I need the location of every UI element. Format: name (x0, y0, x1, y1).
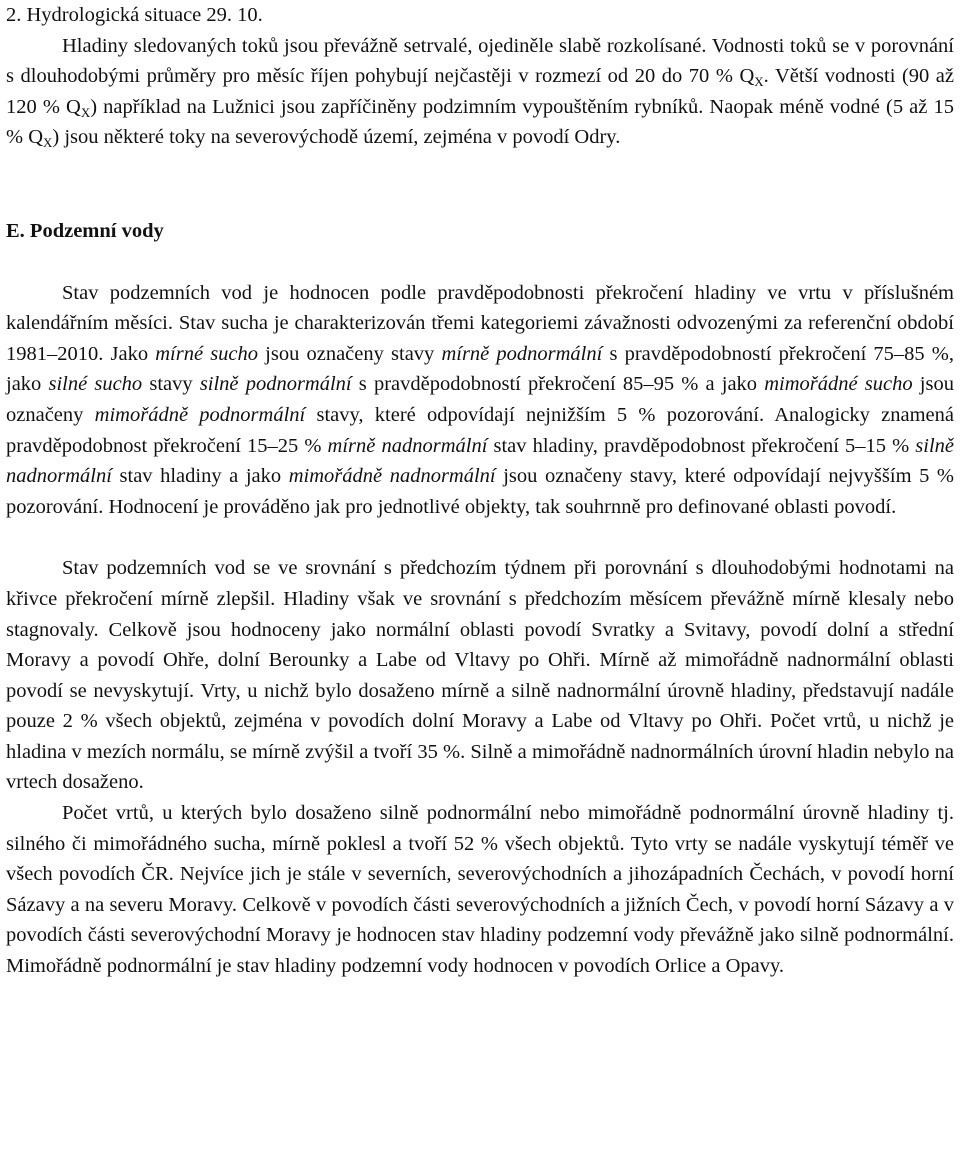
method-text-8: stav hladiny, pravděpodobnost překročení 5–15 % (487, 434, 916, 457)
hydrological-situation-heading: 2. Hydrologická situace 29. 10. (6, 4, 263, 26)
method-text-2: jsou označeny stavy (258, 342, 442, 365)
document-page (6, 0, 954, 982)
hydro-text-4: ) jsou některé toky na severovýchodě území, zejména v povodí Odry. (52, 126, 621, 149)
subscript-x: X (754, 74, 764, 90)
groundwater-drought-paragraph: Počet vrtů, u kterých bylo dosaženo silně podnormální nebo mimořádně podnormální úrovně hladiny tj. silného či mimořádného sucha, mírně poklesl a tvoří 52 % všech objektů. Tyto vrty se nadále vyskytují téměř ve všech povodích ČR. Nejvíce jich je stále v severních, severovýchodních a jihozápadních Čechách, v povodí horní Sázavy a na severu Moravy. Celkově v povodích části severovýchodních a jižních Čech, v povodí horní Sázavy a v povodích části severovýchodní Moravy je hodnocen stav hladiny podzemní vody převážně jako silně podnormální. Mimořádně podnormální je stav hladiny podzemní vody hodnocen v povodích Orlice a Opavy. (6, 802, 954, 978)
section-spacer (6, 522, 954, 553)
hydro-text-1: Hladiny sledovaných toků jsou převážně setrvalé, ojediněle slabě rozkolísané. Vodnosti toků se v porovnání s dlouhodobými průměry pro měsíc říjen pohybují nejčastěji v rozmezí od 20 do 70 % Q (6, 34, 954, 88)
method-text-10: jsou označeny stavy, které odpovídají nejvyšším 5 % pozorování. Hodnocení je prováděno jak pro jednotlivé objekty, tak souhrnně pro definované oblasti povodí. (6, 465, 954, 518)
method-text-3: s pravděpodobností překročení 75–85 %, jako (6, 342, 954, 396)
term-extremely-supernormal: mimořádně nadnormální (288, 465, 496, 488)
section-spacer (6, 247, 954, 278)
term-extremely-subnormal: mimořádně podnormální (94, 403, 306, 426)
method-text-4: stavy (142, 373, 200, 396)
section-spacer (6, 153, 954, 183)
term-severe-drought: silné sucho (48, 373, 143, 396)
method-text-1: Stav podzemních vod je hodnocen podle pravděpodobnosti překročení hladiny ve vrtu v příslušném kalendářním měsíci. Stav sucha je charakterizován třemi kategoriemi závažnosti odvozenými za referenční období 1981–2010. Jako (6, 281, 954, 365)
hydro-text-3: ) například na Lužnici jsou zapříčiněny podzimním vypouštěním rybníků. Naopak méně vodné (5 až 15 % Q (6, 95, 954, 149)
term-mildly-supernormal: mírně nadnormální (327, 434, 488, 457)
term-severely-supernormal: silně nadnormální (6, 434, 954, 488)
method-text-9: stav hladiny a jako (111, 465, 289, 488)
method-text-7: stavy, které odpovídají nejnižším 5 % pozorování. Analogicky znamená pravděpodobnost překročení 15–25 % (6, 403, 954, 457)
subscript-x: X (80, 104, 91, 120)
groundwater-status-paragraph: Stav podzemních vod se ve srovnání s předchozím týdnem při porovnání s dlouhodobými hodnotami na křivce překročení mírně zlepšil. Hladiny však ve srovnání s předchozím měsícem převážně mírně klesaly nebo stagnovaly. Celkově jsou hodnoceny jako normální oblasti povodí Svratky a Svitavy, povodí dolní a střední Moravy a povodí Ohře, dolní Berounky a Labe od Vltavy po Ohři. Mírně až mimořádně nadnormální oblasti povodí se nevyskytují. Vrty, u nichž bylo dosaženo mírně a silně nadnormální úrovně hladiny, představují nadále pouze 2 % všech objektů, zejména v povodích dolní Moravy a Labe od Vltavy po Ohři. Počet vrtů, u nichž je hladina v mezích normálu, se mírně zvýšil a tvoří 35 %. Silně a mimořádně nadnormálních úrovní hladin nebylo na vrtech dosaženo. (6, 557, 954, 794)
groundwater-heading: E. Podzemní vody (6, 219, 164, 242)
method-text-5: s pravděpodobností překročení 85–95 % a jako (351, 373, 765, 396)
hydro-text-2: . Větší vodnosti (90 až 120 % Q (6, 65, 955, 118)
hydrological-situation-paragraph (6, 31, 954, 153)
method-text-6: jsou označeny (6, 373, 954, 426)
term-extreme-drought: mimořádné sucho (764, 373, 913, 396)
section-spacer (6, 183, 954, 216)
subscript-x: X (43, 135, 53, 151)
groundwater-method-paragraph (6, 278, 954, 523)
term-mild-drought: mírné sucho (155, 342, 259, 365)
term-severely-subnormal: silně podnormální (199, 373, 352, 396)
term-mildly-subnormal: mírně podnormální (441, 342, 603, 365)
